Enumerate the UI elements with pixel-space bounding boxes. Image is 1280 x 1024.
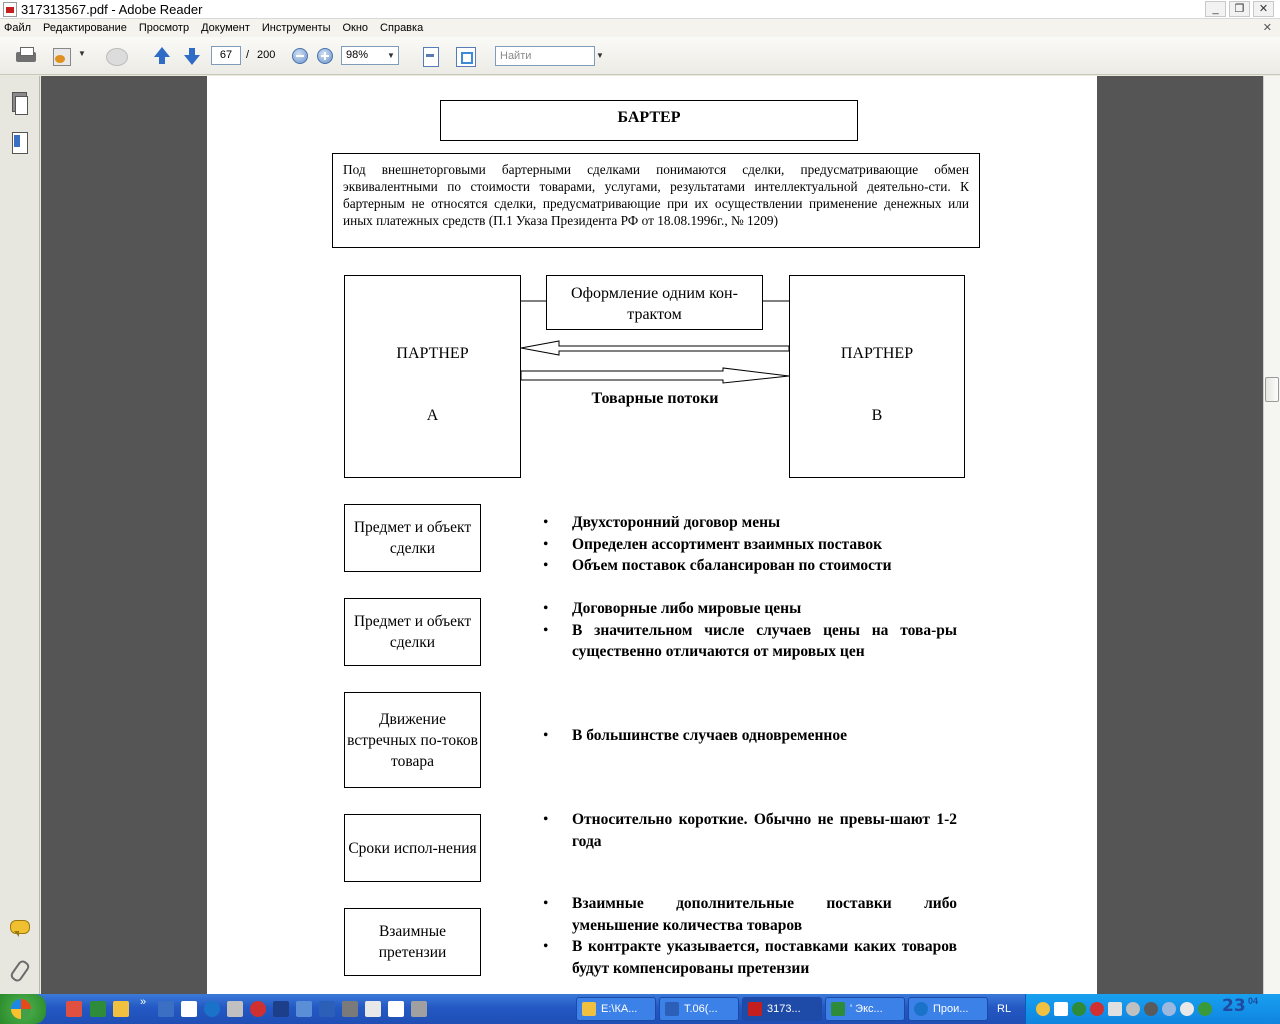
window-controls (1205, 1, 1274, 17)
word-icon (665, 1002, 679, 1016)
row-label-text: Взаимные претензии (378, 923, 447, 961)
menu-tools[interactable]: Инструменты (261, 22, 331, 34)
definition-box: Под внешнеторговыми бартерными сделками понимаются сделки, предусматривающие обмен эквивалентными по стоимости товарами, услугами, результатами интеллектуальной деятельно-сти. К бартерным не относятся сделки, предусматривающие при их осуществлении применение денежных или иных платежных средств (П.1 Указа Президента РФ от 18.08.1996г., № 1209) (332, 153, 980, 248)
pages-icon[interactable] (10, 92, 28, 114)
flows-label: Товарные потоки (591, 390, 719, 407)
task-adobe-reader[interactable] (742, 997, 822, 1021)
flow-arrows (207, 76, 1097, 496)
taskbar (0, 994, 1280, 1024)
document-title: БАРТЕР (440, 100, 858, 141)
bullet-item: • Взаимные дополнительные поставки либо уменьшение количества товаров (547, 893, 957, 936)
row-label (344, 814, 481, 882)
folder-icon (582, 1002, 596, 1016)
language-indicator[interactable]: RL (997, 1003, 1012, 1015)
bullet-list (547, 809, 957, 852)
quicklaunch-app-icon[interactable] (90, 1001, 106, 1017)
bullet-item: • Относительно короткие. Обычно не превы-шают 1-2 года (547, 809, 957, 852)
tray-icon[interactable] (1198, 1002, 1212, 1016)
row-label-text: Сроки испол-нения (348, 839, 477, 857)
comments-icon[interactable] (10, 918, 28, 940)
search-input[interactable]: Найти (495, 46, 595, 66)
quicklaunch-app-icon[interactable] (66, 1001, 82, 1017)
quicklaunch-app-icon[interactable] (296, 1001, 312, 1017)
task-label: Т.06(... (684, 1003, 718, 1015)
quicklaunch-app-icon[interactable] (411, 1001, 427, 1017)
bullet-list (547, 725, 957, 747)
bullet-list (547, 512, 957, 577)
pdf-file-icon (748, 1002, 762, 1016)
toolbar (0, 37, 1280, 75)
fit-width-icon[interactable] (453, 45, 477, 67)
volume-icon[interactable] (1180, 1002, 1194, 1016)
vertical-scrollbar[interactable] (1263, 76, 1280, 994)
bullet-list (547, 598, 957, 663)
row-label-text: Предмет и объект сделки (353, 519, 472, 557)
zoom-in-icon[interactable] (317, 48, 333, 64)
window-title: 317313567.pdf - Adobe Reader (21, 2, 203, 17)
tray-icon[interactable] (1144, 1002, 1158, 1016)
word-icon[interactable] (319, 1001, 335, 1017)
task-label: ' Экс... (850, 1003, 883, 1015)
partner-a-name: ПАРТНЕР (396, 345, 469, 362)
close-button[interactable]: ✕ (1253, 1, 1274, 17)
task-label: E:\КА... (601, 1003, 638, 1015)
pdf-file-icon (3, 2, 17, 17)
bullet-item: • В большинстве случаев одновременное (547, 725, 957, 747)
document-area[interactable] (41, 76, 1263, 994)
next-page-icon[interactable] (180, 45, 204, 67)
row-label-text: Движение встречных по-токов товара (347, 710, 478, 770)
browser-icon[interactable] (204, 1001, 220, 1017)
quicklaunch-app-icon[interactable] (388, 1001, 404, 1017)
show-desktop-icon[interactable] (158, 1001, 174, 1017)
excel-icon (831, 1002, 845, 1016)
explorer-icon[interactable] (181, 1001, 197, 1017)
chevron-down-icon[interactable]: ▼ (387, 51, 395, 60)
clock[interactable]: 23 (1222, 996, 1246, 1016)
quicklaunch-app-icon[interactable] (273, 1001, 289, 1017)
paperclip-icon[interactable] (10, 959, 28, 981)
bullet-item: • В контракте указывается, поставками каких товаров будут компенсированы претензии (547, 936, 957, 979)
zoom-value: 98% (346, 49, 369, 61)
chevron-down-icon[interactable]: ▼ (78, 49, 86, 58)
tray-icon[interactable] (1126, 1002, 1140, 1016)
page-total: 200 (257, 49, 276, 61)
email-attach-icon[interactable] (50, 45, 74, 67)
partner-a-letter: А (426, 407, 439, 424)
quicklaunch-app-icon[interactable] (342, 1001, 358, 1017)
tray-icon[interactable] (1036, 1002, 1050, 1016)
menu-help[interactable]: Справка (380, 22, 424, 34)
bullet-item: • В значительном числе случаев цены на това-ры существенно отличаются от мировых цен (547, 620, 957, 663)
menu-document[interactable]: Документ (201, 22, 250, 34)
fit-page-icon[interactable] (418, 45, 442, 67)
task-app[interactable] (908, 997, 988, 1021)
row-label (344, 908, 481, 976)
arrow-b-to-a (521, 341, 789, 355)
tray-icon[interactable] (1108, 1002, 1122, 1016)
windows-logo-icon (11, 999, 31, 1019)
bullet-item: • Определен ассортимент взаимных поставок (547, 534, 957, 556)
bullet-list (547, 893, 957, 979)
print-icon[interactable] (14, 45, 38, 67)
pdf-page (207, 76, 1097, 994)
minimize-button[interactable]: _ (1205, 1, 1226, 17)
tray-icon[interactable] (1090, 1002, 1104, 1016)
row-label-text: Предмет и объект сделки (353, 613, 472, 651)
tray-icon[interactable] (1072, 1002, 1086, 1016)
row-label (344, 692, 481, 788)
document-close-button[interactable]: ✕ (1262, 22, 1272, 34)
partner-b-name: ПАРТНЕР (840, 345, 914, 362)
bookmarks-icon[interactable] (10, 132, 28, 154)
page-separator: / (246, 49, 250, 61)
partner-b-letter: В (871, 407, 883, 424)
bullet-item: • Договорные либо мировые цены (547, 598, 957, 620)
quicklaunch-app-icon[interactable] (365, 1001, 381, 1017)
collaborate-icon[interactable] (104, 45, 128, 67)
row-label (344, 504, 481, 572)
bullet-item: • Двухсторонний договор мены (547, 512, 957, 534)
tray-icon[interactable] (1054, 1002, 1068, 1016)
scrollbar-thumb[interactable] (1265, 377, 1279, 402)
quicklaunch-app-icon[interactable] (113, 1001, 129, 1017)
menu-file[interactable]: Файл (4, 22, 32, 34)
app-icon (914, 1002, 928, 1016)
zoom-select[interactable] (341, 46, 399, 65)
menu-view[interactable]: Просмотр (138, 22, 190, 34)
arrow-a-to-b (521, 368, 789, 383)
task-label: Прои... (933, 1003, 969, 1015)
menu-edit[interactable]: Редактирование (43, 22, 127, 34)
task-word[interactable] (659, 997, 739, 1021)
bullet-item: • Объем поставок сбалансирован по стоимости (547, 555, 957, 577)
menu-window[interactable]: Окно (342, 22, 369, 34)
quicklaunch-app-icon[interactable] (227, 1001, 243, 1017)
page-number-input[interactable]: 67 (211, 46, 241, 65)
previous-page-icon[interactable] (150, 45, 174, 67)
tray-icon[interactable] (1162, 1002, 1176, 1016)
task-explorer[interactable] (576, 997, 656, 1021)
clock-minutes: 04 (1248, 996, 1259, 1006)
title-bar (0, 0, 1280, 19)
row-label (344, 598, 481, 666)
quicklaunch-more-button[interactable]: » (140, 996, 147, 1008)
task-excel[interactable] (825, 997, 905, 1021)
zoom-out-icon[interactable] (292, 48, 308, 64)
start-button[interactable] (0, 994, 46, 1024)
restore-button[interactable]: ❐ (1229, 1, 1250, 17)
task-label: 3173... (767, 1003, 801, 1015)
navigation-panel (0, 76, 40, 994)
contract-box: Оформление одним кон-трактом (546, 275, 763, 330)
menu-bar (0, 19, 1280, 37)
chevron-down-icon[interactable]: ▼ (596, 51, 604, 60)
opera-icon[interactable] (250, 1001, 266, 1017)
